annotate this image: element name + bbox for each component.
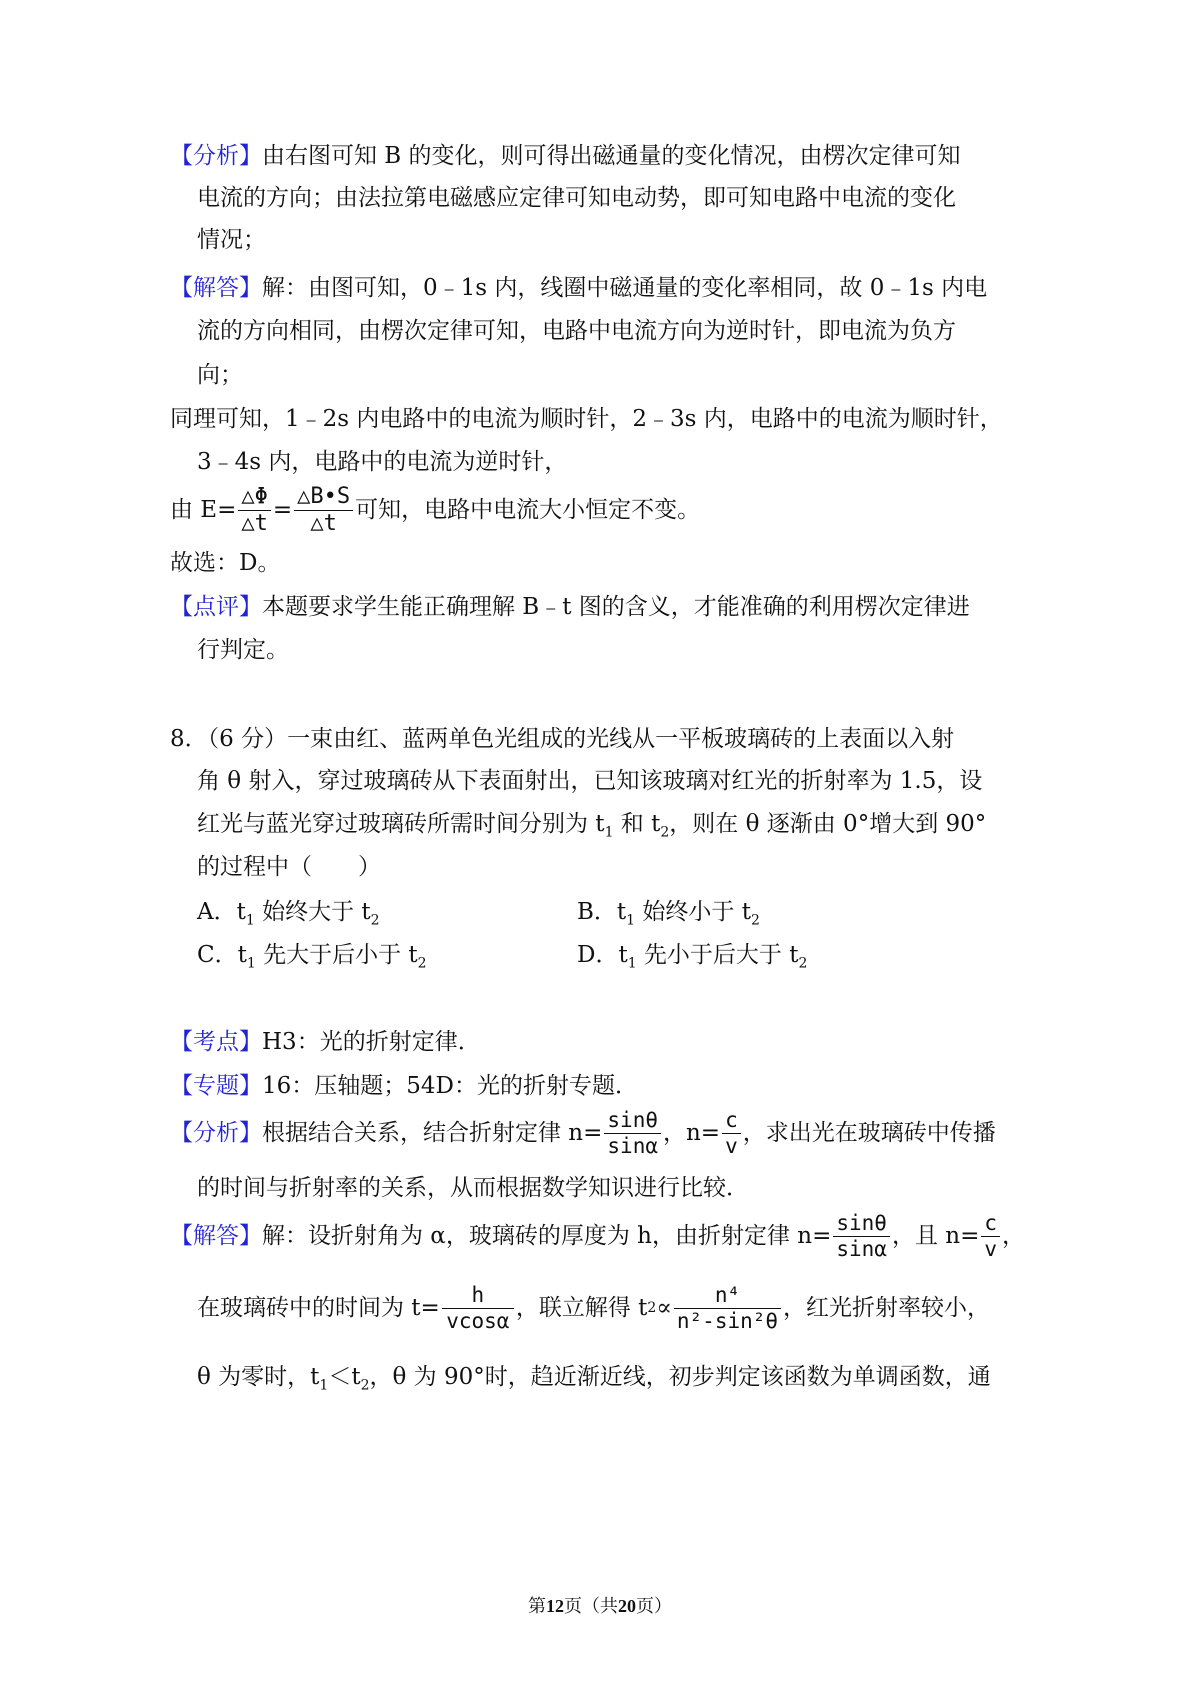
subscript: 2 — [370, 912, 380, 929]
fraction-denominator: sinα — [836, 1236, 887, 1261]
topic-text: 16：压轴题；54D：光的折射专题． — [262, 1073, 638, 1099]
q8-text: ，则在 θ 逐渐由 0°增大到 90° — [669, 811, 987, 837]
option-b[interactable] — [577, 899, 760, 929]
subscript: 1 — [626, 912, 636, 929]
answer-line: 故选：D。 — [170, 550, 281, 576]
analysis-line-2: 电流的方向；由法拉第电磁感应定律可知电动势，即可知电路中电流的变化 — [197, 185, 956, 211]
fraction-denominator: n²-sin²θ — [676, 1308, 779, 1333]
analysis-tag: 【分析】 — [170, 143, 262, 169]
topic-line — [170, 1075, 638, 1098]
solution-8-text: ，且 n= — [891, 1222, 980, 1249]
subscript: 2 — [417, 955, 427, 972]
footer-text: 第 — [528, 1596, 546, 1617]
comment-tag: 【点评】 — [170, 594, 262, 620]
fraction-c-over-v — [722, 1107, 741, 1158]
comment-text-1: 本题要求学生能正确理解 B﹣t 图的含义，才能准确的利用楞次定律进 — [262, 594, 970, 620]
knowledge-point-line — [170, 1031, 481, 1054]
solution-8-text: ，红光折射率较小， — [783, 1294, 991, 1321]
fraction-numerator: n⁴ — [674, 1285, 781, 1309]
question-8-line-3 — [197, 811, 987, 841]
fraction-sin-ratio — [604, 1107, 661, 1158]
analysis-text-1: 由右图可知 B 的变化，则可得出磁通量的变化情况，由楞次定律可知 — [262, 143, 961, 169]
fraction-numerator: sinθ — [604, 1110, 661, 1134]
question-8-line-2: 角 θ 射入，穿过玻璃砖从下表面射出，已知该玻璃对红光的折射率为 1.5，设 — [197, 768, 983, 794]
option-b-label: B．t — [577, 899, 627, 925]
analysis-8-tag: 【分析】 — [170, 1119, 262, 1146]
q8-text: 和 t — [613, 811, 661, 837]
emf-formula-line — [170, 480, 700, 540]
analysis-8-line-2: 的时间与折射率的关系，从而根据数学知识进行比较． — [197, 1175, 749, 1201]
option-c[interactable] — [197, 942, 427, 972]
subscript: 2 — [360, 1377, 370, 1394]
knowledge-point-text: H3：光的折射定律． — [262, 1029, 481, 1055]
fraction-denominator: v — [725, 1133, 738, 1158]
option-a[interactable] — [197, 899, 380, 929]
fraction-numerator: △B•S — [294, 486, 353, 511]
solution-8-text: ，θ 为 90°时，趋近渐近线，初步判定该函数为单调函数，通 — [369, 1364, 991, 1390]
subscript: 1 — [604, 824, 614, 841]
question-8-line-1: 8．（6 分）一束由红、蓝两单色光组成的光线从一平板玻璃砖的上表面以入射 — [170, 726, 955, 752]
subscript: 1 — [246, 955, 256, 972]
solution-8-text: 解：设折射角为 α，玻璃砖的厚度为 h，由折射定律 n= — [262, 1222, 832, 1249]
q8-text: 红光与蓝光穿过玻璃砖所需时间分别为 t — [197, 811, 605, 837]
fraction-dbs-dt — [294, 483, 353, 536]
option-c-label: C．t — [197, 942, 247, 968]
option-d-text: 先小于后大于 t — [636, 942, 799, 968]
subscript: 1 — [319, 1377, 329, 1394]
fraction-numerator: △Φ — [238, 486, 271, 511]
proportional-symbol: ∝ — [656, 1294, 672, 1321]
comment-line-2: 行判定。 — [197, 637, 289, 663]
fraction-h-over-vcos — [442, 1282, 514, 1333]
footer-text: 页） — [636, 1596, 672, 1617]
solution-tag: 【解答】 — [170, 275, 262, 301]
solution-8-last-line — [197, 1364, 991, 1394]
current-page: 12 — [546, 1596, 564, 1616]
solution-line-3: 向； — [197, 362, 243, 388]
solution-line-5: 3﹣4s 内，电路中的电流为逆时针， — [197, 449, 568, 475]
total-pages: 20 — [618, 1596, 636, 1616]
comment-line-1 — [170, 596, 970, 619]
solution-line-2: 流的方向相同，由楞次定律可知，电路中电流方向为逆时针，即电流为负方 — [197, 318, 956, 344]
option-a-label: A．t — [197, 899, 246, 925]
page-number — [0, 1597, 1200, 1616]
fraction-denominator: v — [984, 1236, 998, 1261]
analysis-8-text: 根据结合关系，结合折射定律 n= — [262, 1119, 603, 1146]
option-b-text: 始终小于 t — [635, 899, 751, 925]
solution-8-time-line: 在玻璃砖中的时间为 t= $\frac{h}{vcos\alpha}$ ，联立解得 t 2 ∝ $\frac{\text{n⁴}}{\text{n²-sin²θ}}$ ，红光折射率较小， — [197, 1282, 991, 1333]
fraction-numerator: h — [442, 1285, 514, 1309]
formula-prefix: 由 E= — [170, 496, 237, 523]
analysis-line-3: 情况； — [197, 227, 266, 253]
formula-suffix: 可知，电路中电流大小恒定不变。 — [355, 496, 701, 523]
fraction-denominator: △t — [241, 510, 268, 536]
analysis-line-1 — [170, 145, 961, 168]
solution-8-text: θ 为零时，t — [197, 1364, 320, 1390]
subscript: 1 — [627, 955, 637, 972]
analysis-8-line-1 — [170, 1104, 996, 1162]
option-d-label: D．t — [577, 942, 628, 968]
option-a-text: 始终大于 t — [254, 899, 371, 925]
fraction-denominator: vcosα — [446, 1308, 510, 1333]
option-c-text: 先大于后小于 t — [255, 942, 418, 968]
question-8-line-4: 的过程中（ ） — [197, 854, 381, 880]
fraction-sin-ratio — [833, 1210, 890, 1261]
solution-8-text: ，联立解得 t — [515, 1294, 648, 1321]
fraction-denominator: △t — [310, 510, 337, 536]
solution-8-line-1 — [170, 1207, 1025, 1265]
analysis-8-text: ，n= — [662, 1119, 721, 1146]
subscript: 2 — [660, 824, 670, 841]
fraction-n4-ratio — [674, 1282, 781, 1333]
subscript: 2 — [798, 955, 808, 972]
topic-tag: 【专题】 — [170, 1073, 262, 1099]
solution-8-text: ＜t — [328, 1364, 361, 1390]
solution-line-1 — [170, 277, 987, 300]
solution-line-4: 同理可知，1﹣2s 内电路中的电流为顺时针，2﹣3s 内，电路中的电流为顺时针， — [170, 406, 1003, 432]
solution-8-tag: 【解答】 — [170, 1222, 262, 1249]
fraction-denominator: sinα — [607, 1133, 658, 1158]
solution-text-1: 解：由图可知，0﹣1s 内，线圈中磁通量的变化率相同，故 0﹣1s 内电 — [262, 275, 988, 301]
subscript: 1 — [245, 912, 255, 929]
fraction-numerator: c — [981, 1213, 1000, 1237]
fraction-dphi-dt — [238, 483, 271, 536]
solution-8-text: ， — [1002, 1222, 1026, 1249]
subscript: 2 — [750, 912, 760, 929]
knowledge-point-tag: 【考点】 — [170, 1029, 262, 1055]
option-d[interactable] — [577, 942, 808, 972]
footer-text: 页（共 — [564, 1596, 618, 1617]
formula-equals: = — [272, 496, 293, 523]
fraction-c-over-v — [981, 1210, 1000, 1261]
fraction-numerator: sinθ — [833, 1213, 890, 1237]
analysis-8-text: ，求出光在玻璃砖中传播 — [742, 1119, 996, 1146]
fraction-numerator: c — [722, 1110, 741, 1134]
solution-8-text: 在玻璃砖中的时间为 t= — [197, 1294, 440, 1321]
